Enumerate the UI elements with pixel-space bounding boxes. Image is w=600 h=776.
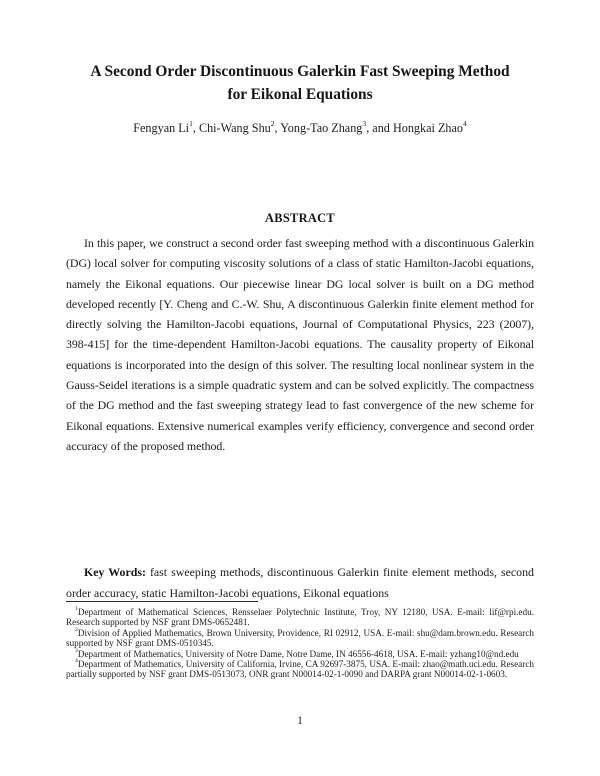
footnotes-block <box>66 607 534 680</box>
keywords-text: fast sweeping methods, discontinuous Galerkin finite element methods, second order accuracy, static Hamilton-Jacobi equations, Eikonal equations <box>66 565 534 600</box>
author-name: Yong-Tao Zhang <box>280 121 363 135</box>
paper-title-line2: for Eikonal Equations <box>227 86 373 103</box>
page-number: 1 <box>297 715 303 727</box>
keywords-paragraph <box>66 562 534 604</box>
footnote-affiliation <box>66 649 534 659</box>
author-footnote-mark: 3 <box>362 118 367 128</box>
paper-title-line1: A Second Order Discontinuous Galerkin Fast Sweeping Method <box>90 63 510 80</box>
footnote-text: Department of Mathematics, University of Notre Dame, Notre Dame, IN 46556-4618, USA. E-mail: yzhang10@nd.edu <box>77 648 519 659</box>
author-separator: , <box>192 121 199 135</box>
author-name: Fengyan Li <box>133 121 190 135</box>
footnote-text: Division of Applied Mathematics, Brown University, Providence, RI 02912, USA. E-mail: shu@dam.brown.edu. Research supported by NSF grant DMS-0510345. <box>66 627 534 649</box>
author-name: Hongkai Zhao <box>392 121 463 135</box>
footnote-affiliation <box>66 659 534 680</box>
footnote-text: Department of Mathematical Sciences, Rensselaer Polytechnic Institute, Troy, NY 12180, USA. E-mail: lif@rpi.edu. Research supported by NSF grant DMS-0652481. <box>66 607 534 628</box>
abstract-paragraph: In this paper, we construct a second order fast sweeping method with a discontinuous Galerkin (DG) local solver for computing viscosity solutions of a class of static Hamilton-Jacobi equations, namely the Eikonal equations. Our piecewise linear DG local solver is built on a DG method developed recently [Y. Cheng and C.-W. Shu, A discontinuous Galerkin finite element method for directly solving the Hamilton-Jacobi equations, Journal of Computational Physics, 223 (2007), 398-415] for the time-dependent Hamilton-Jacobi equations. The causality property of Eikonal equations is incorporated into the design of this solver. The resulting local nonlinear system in the Gauss-Seidel iterations is a simple quadratic system and can be solved explicitly. The compactness of the DG method and the fast sweeping strategy lead to fast convergence of the new scheme for Eikonal equations. Extensive numerical examples verify efficiency, convergence and second order accuracy of the proposed method. <box>66 236 534 453</box>
author-footnote-mark: 4 <box>463 118 467 128</box>
footnote-affiliation <box>66 628 534 649</box>
footnote-divider <box>66 601 258 602</box>
footnote-mark: 2 <box>75 626 78 633</box>
footnote-affiliation <box>66 607 534 628</box>
keywords-label: Key Words: <box>84 565 146 579</box>
author-footnote-mark: 1 <box>189 118 193 128</box>
footnote-mark: 3 <box>75 647 78 654</box>
paper-title <box>0 60 600 106</box>
authors-line <box>0 120 600 136</box>
author-separator: , and <box>366 121 393 135</box>
footnote-text: Department of Mathematics, University of California, Irvine, CA 92697-3875, USA. E-mail: zhao@math.uci.edu. Research partially supported by NSF grant DMS-0513073, ONR grant N00014-02-1-0090 and DARPA grant N00014-02-1-0603. <box>66 659 534 680</box>
footnote-mark: 1 <box>75 606 78 613</box>
author-separator: , <box>274 121 281 135</box>
abstract-heading: ABSTRACT <box>265 211 335 225</box>
author-footnote-mark: 2 <box>270 118 275 128</box>
author-name: Chi-Wang Shu <box>198 121 271 135</box>
footnote-mark: 4 <box>75 658 78 665</box>
